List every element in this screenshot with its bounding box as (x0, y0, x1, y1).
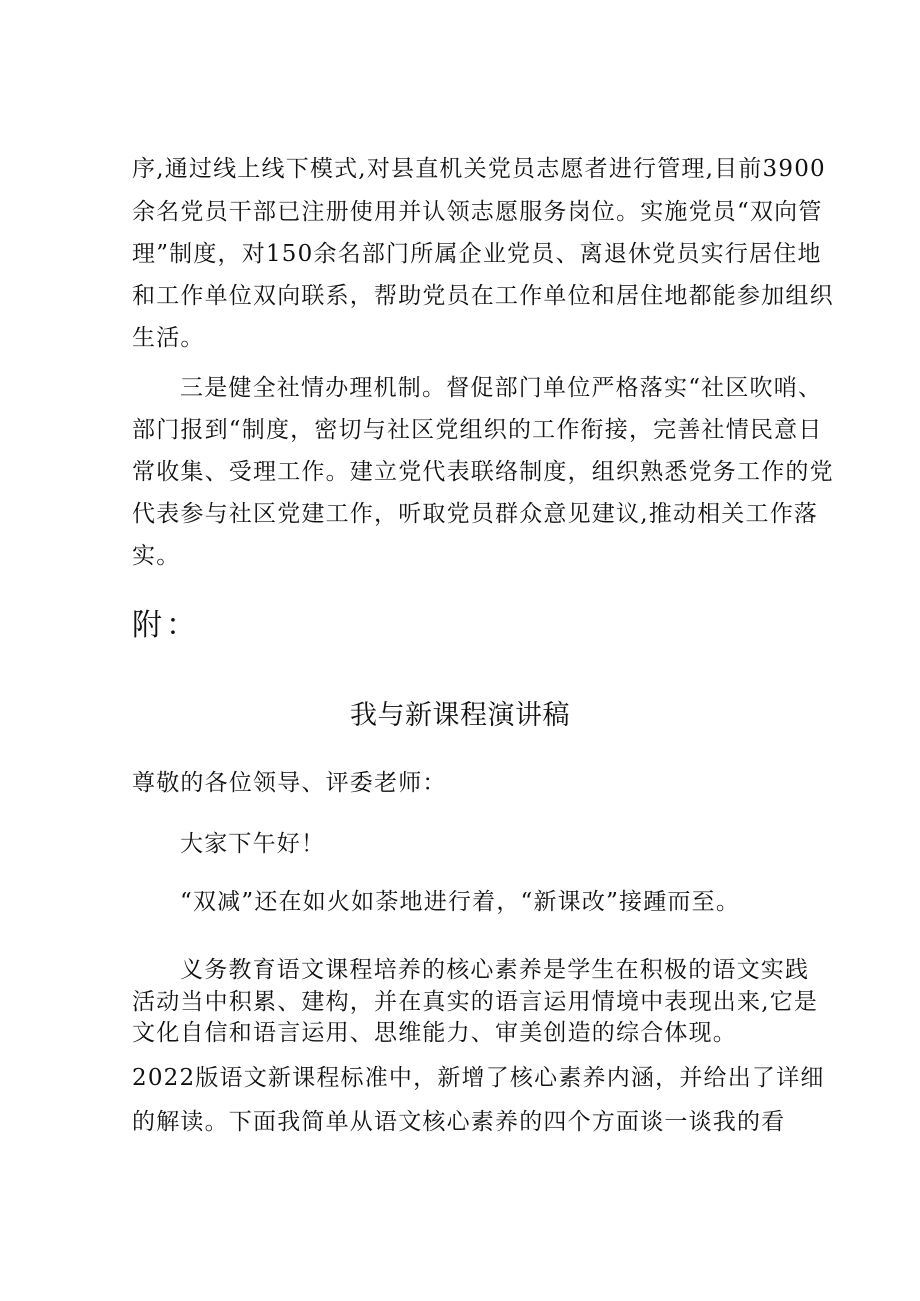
paragraph-1-line-5: 生活。 (132, 325, 205, 351)
paragraph-1-line-3: 理”制度，对150余名部门所属企业党员、离退休党员实行居住地 (132, 241, 822, 267)
greeting: 大家下午好！ (180, 831, 326, 857)
salutation: 尊敬的各位领导、评委老师： (132, 770, 447, 796)
paragraph-1-line-4: 和工作单位双向联系，帮助党员在工作单位和居住地都能参加组织 (132, 283, 834, 309)
paragraph-3-line-2: 活动当中积累、建构，并在真实的语言运用情境中表现出来,它是 (132, 989, 819, 1015)
paragraph-3-line-1: 义务教育语文课程培养的核心素养是学生在积极的语文实践 (180, 957, 810, 983)
paragraph-1-line-1: 序,通过线上线下模式,对县直机关党员志愿者进行管理,目前3900 (132, 156, 826, 182)
paragraph-2-line-3: 常收集、受理工作。建立党代表联络制度，组织熟悉党务工作的党 (132, 459, 834, 485)
attachment-heading: 附： (132, 608, 200, 643)
speech-title: 我与新课程演讲稿 (350, 700, 570, 731)
paragraph-3-line-4: 2022版语文新课程标准中，新增了核心素养内涵，并给出了详细 (132, 1065, 825, 1091)
paragraph-2-line-1: 三是健全社情办理机制。督促部门单位严格落实“社区吹哨、 (180, 375, 823, 401)
paragraph-1-line-2: 余名党员干部已注册使用并认领志愿服务岗位。实施党员“双向管 (132, 199, 823, 225)
paragraph-2-line-4: 代表参与社区党建工作，听取党员群众意见建议,推动相关工作落 (132, 501, 819, 527)
paragraph-2-line-5: 实。 (132, 543, 181, 569)
intro-line: “双减”还在如火如荼地进行着，“新课改”接踵而至。 (180, 889, 741, 915)
paragraph-2-line-2: 部门报到“制度，密切与社区党组织的工作衔接，完善社情民意日 (132, 417, 823, 443)
paragraph-3-line-3: 文化自信和语言运用、思维能力、审美创造的综合体现。 (132, 1020, 737, 1046)
paragraph-3-line-5: 的解读。下面我简单从语文核心素养的四个方面谈一谈我的看 (132, 1109, 786, 1135)
